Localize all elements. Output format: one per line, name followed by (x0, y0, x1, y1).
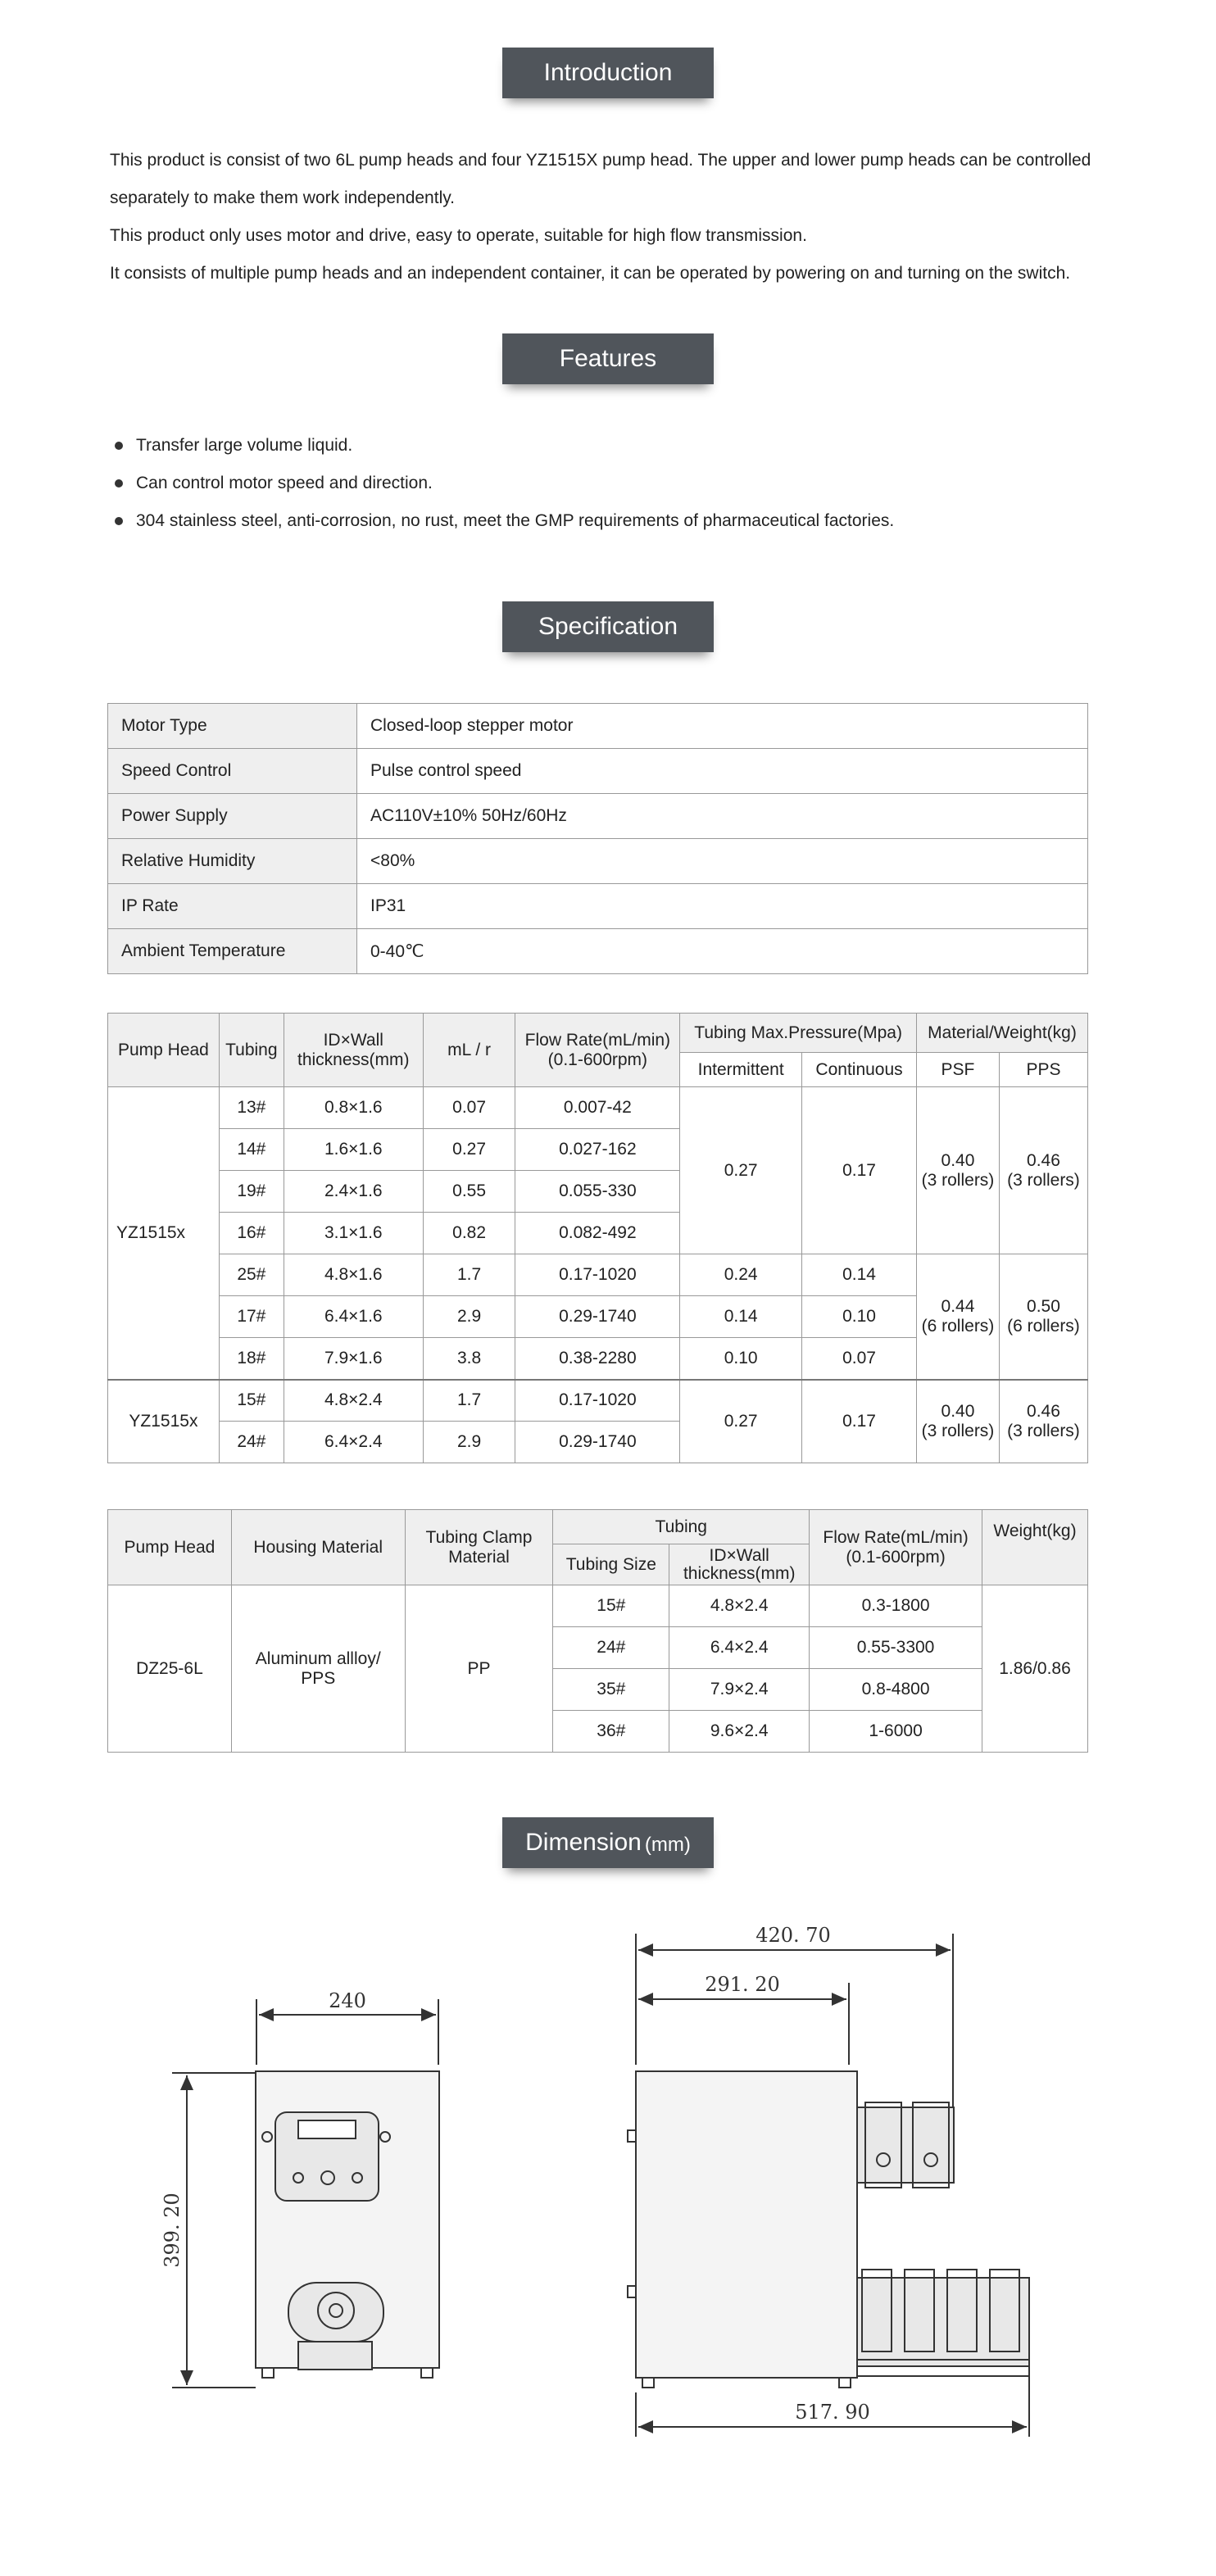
spec-label: Ambient Temperature (108, 929, 357, 974)
col-flow-rate: Flow Rate(mL/min) (0.1-600rpm) (810, 1510, 982, 1585)
introduction-heading: Introduction (543, 59, 673, 86)
table-row (108, 1380, 1088, 1422)
feature-text: Transfer large volume liquid. (136, 436, 353, 455)
col-psf: PSF (917, 1053, 1000, 1087)
dimension-unit: (mm) (644, 1834, 691, 1856)
intro-paragraph: This product only uses motor and drive, easy to operate, suitable for high flow transmission. (110, 226, 807, 245)
feature-text: Can control motor speed and direction. (136, 474, 433, 492)
ml-cell: 0.07 (423, 1087, 515, 1129)
col-pressure: Tubing Max.Pressure(Mpa) (680, 1014, 917, 1053)
spec-table (107, 703, 1088, 974)
tubing-cell: 15# (219, 1380, 284, 1422)
pps-value: 0.46 (1027, 1401, 1060, 1421)
intermittent-cell: 0.24 (680, 1254, 802, 1296)
specification-banner (502, 601, 714, 652)
flow-cell: 0.007-42 (515, 1087, 680, 1129)
features-list (115, 427, 894, 540)
id-cell: 7.9×2.4 (669, 1669, 810, 1711)
dimension-heading: Dimension (525, 1829, 642, 1856)
size-cell: 36# (553, 1711, 669, 1753)
psf-cell (917, 1380, 1000, 1463)
tubing-cell: 13# (219, 1087, 284, 1129)
flow-cell: 0.17-1020 (515, 1380, 680, 1422)
flow-cell: 0.29-1740 (515, 1296, 680, 1338)
col-tubing-size: Tubing Size (553, 1544, 669, 1585)
continuous-cell: 0.17 (802, 1087, 917, 1254)
psf-cell (917, 1254, 1000, 1380)
spec-value: Pulse control speed (357, 749, 1088, 794)
front-view-drawing (172, 1999, 439, 2388)
continuous-cell: 0.17 (802, 1380, 917, 1463)
ml-cell: 1.7 (423, 1380, 515, 1422)
ml-cell: 3.8 (423, 1338, 515, 1380)
table-row (108, 839, 1088, 884)
spec-label: Power Supply (108, 794, 357, 839)
clamp-cell: PP (405, 1585, 553, 1753)
table-row (108, 749, 1088, 794)
id-cell: 4.8×2.4 (669, 1585, 810, 1627)
pps-value: 0.46 (1027, 1150, 1060, 1170)
table-row (108, 1087, 1088, 1129)
pump-head-cell: DZ25-6L (108, 1585, 232, 1753)
col-tubing: Tubing (553, 1510, 810, 1544)
psf-cell (917, 1087, 1000, 1254)
tubing-cell: 18# (219, 1338, 284, 1380)
col-tubing: Tubing (219, 1014, 284, 1087)
continuous-cell: 0.14 (802, 1254, 917, 1296)
flow-cell: 0.55-3300 (810, 1627, 982, 1669)
pps-cell (999, 1254, 1087, 1380)
weight-cell: 1.86/0.86 (982, 1585, 1088, 1753)
table-row (108, 1254, 1088, 1296)
psf-value: 0.40 (941, 1401, 975, 1421)
table-row (108, 704, 1088, 749)
list-item (115, 427, 894, 465)
ml-cell: 0.55 (423, 1171, 515, 1213)
ml-cell: 2.9 (423, 1422, 515, 1463)
tubing-cell: 14# (219, 1129, 284, 1171)
col-pump-head: Pump Head (108, 1014, 220, 1087)
table-header-row (108, 1014, 1088, 1053)
rollers-note: (3 rollers) (921, 1170, 995, 1190)
size-cell: 35# (553, 1669, 669, 1711)
flow-cell: 1-6000 (810, 1711, 982, 1753)
bullet-icon (115, 479, 123, 488)
pps-cell (999, 1380, 1087, 1463)
id-cell: 1.6×1.6 (284, 1129, 423, 1171)
tubing-cell: 16# (219, 1213, 284, 1254)
ml-cell: 0.27 (423, 1129, 515, 1171)
table-header-row (108, 1510, 1088, 1544)
dz25-table (107, 1509, 1088, 1753)
side-base-label: 517. 90 (795, 2401, 870, 2424)
front-width-label: 240 (329, 1989, 366, 2012)
flow-cell: 0.082-492 (515, 1213, 680, 1254)
housing-line: Aluminum allloy/ (255, 1649, 381, 1668)
col-id-wall: ID×Wall thickness(mm) (669, 1544, 810, 1585)
bullet-icon (115, 442, 123, 450)
intermittent-cell: 0.14 (680, 1296, 802, 1338)
side-view-drawing (628, 1934, 1029, 2437)
col-pps: PPS (999, 1053, 1087, 1087)
pump-head-cell: YZ1515x (108, 1087, 220, 1380)
col-id-wall: ID×Wall thickness(mm) (284, 1014, 423, 1087)
spec-label: Relative Humidity (108, 839, 357, 884)
flow-cell: 0.38-2280 (515, 1338, 680, 1380)
col-clamp: Tubing Clamp Material (405, 1510, 553, 1585)
spec-value: <80% (357, 839, 1088, 884)
psf-value: 0.40 (941, 1150, 975, 1170)
continuous-cell: 0.10 (802, 1296, 917, 1338)
id-cell: 2.4×1.6 (284, 1171, 423, 1213)
flow-cell: 0.3-1800 (810, 1585, 982, 1627)
id-cell: 9.6×2.4 (669, 1711, 810, 1753)
table-row (108, 929, 1088, 974)
col-ml-r: mL / r (423, 1014, 515, 1087)
col-continuous: Continuous (802, 1053, 917, 1087)
col-intermittent: Intermittent (680, 1053, 802, 1087)
flow-cell: 0.055-330 (515, 1171, 680, 1213)
spec-label: IP Rate (108, 884, 357, 929)
pump-head-table (107, 1013, 1088, 1463)
dimension-drawings (0, 1860, 1216, 2576)
table-row (108, 884, 1088, 929)
tubing-cell: 24# (219, 1422, 284, 1463)
introduction-banner (502, 48, 714, 98)
flow-cell: 0.29-1740 (515, 1422, 680, 1463)
rollers-note: (3 rollers) (921, 1421, 995, 1440)
id-cell: 0.8×1.6 (284, 1087, 423, 1129)
intro-paragraph: It consists of multiple pump heads and an independent container, it can be operated by powering on and turning on the switch. (110, 264, 1071, 283)
table-row (108, 794, 1088, 839)
psf-value: 0.44 (941, 1296, 975, 1316)
id-cell: 6.4×2.4 (284, 1422, 423, 1463)
flow-cell: 0.027-162 (515, 1129, 680, 1171)
col-pump-head: Pump Head (108, 1510, 232, 1585)
spec-value: IP31 (357, 884, 1088, 929)
size-cell: 24# (553, 1627, 669, 1669)
side-body-label: 291. 20 (705, 1973, 780, 1996)
col-housing: Housing Material (231, 1510, 405, 1585)
spec-label: Speed Control (108, 749, 357, 794)
intermittent-cell: 0.27 (680, 1380, 802, 1463)
id-cell: 7.9×1.6 (284, 1338, 423, 1380)
col-material: Material/Weight(kg) (917, 1014, 1088, 1053)
features-heading: Features (559, 345, 657, 372)
tubing-cell: 25# (219, 1254, 284, 1296)
pump-head-cell: YZ1515x (108, 1380, 220, 1463)
list-item (115, 465, 894, 502)
intermittent-cell: 0.27 (680, 1087, 802, 1254)
intro-paragraph: This product is consist of two 6L pump heads and four YZ1515X pump head. The upper and lower pump heads can be controlled separately to make them work independently. (110, 151, 1091, 207)
id-cell: 6.4×2.4 (669, 1627, 810, 1669)
flow-cell: 0.17-1020 (515, 1254, 680, 1296)
spec-label: Motor Type (108, 704, 357, 749)
housing-cell (231, 1585, 405, 1753)
spec-value: AC110V±10% 50Hz/60Hz (357, 794, 1088, 839)
id-cell: 4.8×2.4 (284, 1380, 423, 1422)
rollers-note: (6 rollers) (1007, 1316, 1080, 1336)
rollers-note: (3 rollers) (1007, 1170, 1080, 1190)
rollers-note: (6 rollers) (921, 1316, 995, 1336)
continuous-cell: 0.07 (802, 1338, 917, 1380)
pps-cell (999, 1087, 1087, 1254)
spec-value: Closed-loop stepper motor (357, 704, 1088, 749)
front-height-label: 399. 20 (161, 2193, 184, 2268)
table-row (108, 1585, 1088, 1627)
housing-line: PPS (301, 1668, 336, 1688)
pps-value: 0.50 (1027, 1296, 1060, 1316)
tubing-cell: 17# (219, 1296, 284, 1338)
id-cell: 6.4×1.6 (284, 1296, 423, 1338)
side-total-label: 420. 70 (755, 1924, 831, 1947)
features-banner (502, 333, 714, 384)
col-weight: Weight(kg) (982, 1510, 1088, 1585)
intermittent-cell: 0.10 (680, 1338, 802, 1380)
bullet-icon (115, 517, 123, 525)
tubing-cell: 19# (219, 1171, 284, 1213)
ml-cell: 2.9 (423, 1296, 515, 1338)
col-flow-rate: Flow Rate(mL/min) (0.1-600rpm) (515, 1014, 680, 1087)
size-cell: 15# (553, 1585, 669, 1627)
id-cell: 3.1×1.6 (284, 1213, 423, 1254)
feature-text: 304 stainless steel, anti-corrosion, no rust, meet the GMP requirements of pharmaceutical factories. (136, 511, 895, 530)
list-item (115, 502, 894, 540)
intro-text (110, 142, 1109, 293)
rollers-note: (3 rollers) (1007, 1421, 1080, 1440)
flow-cell: 0.8-4800 (810, 1669, 982, 1711)
id-cell: 4.8×1.6 (284, 1254, 423, 1296)
specification-heading: Specification (538, 613, 678, 640)
ml-cell: 0.82 (423, 1213, 515, 1254)
ml-cell: 1.7 (423, 1254, 515, 1296)
spec-value: 0-40℃ (357, 929, 1088, 974)
